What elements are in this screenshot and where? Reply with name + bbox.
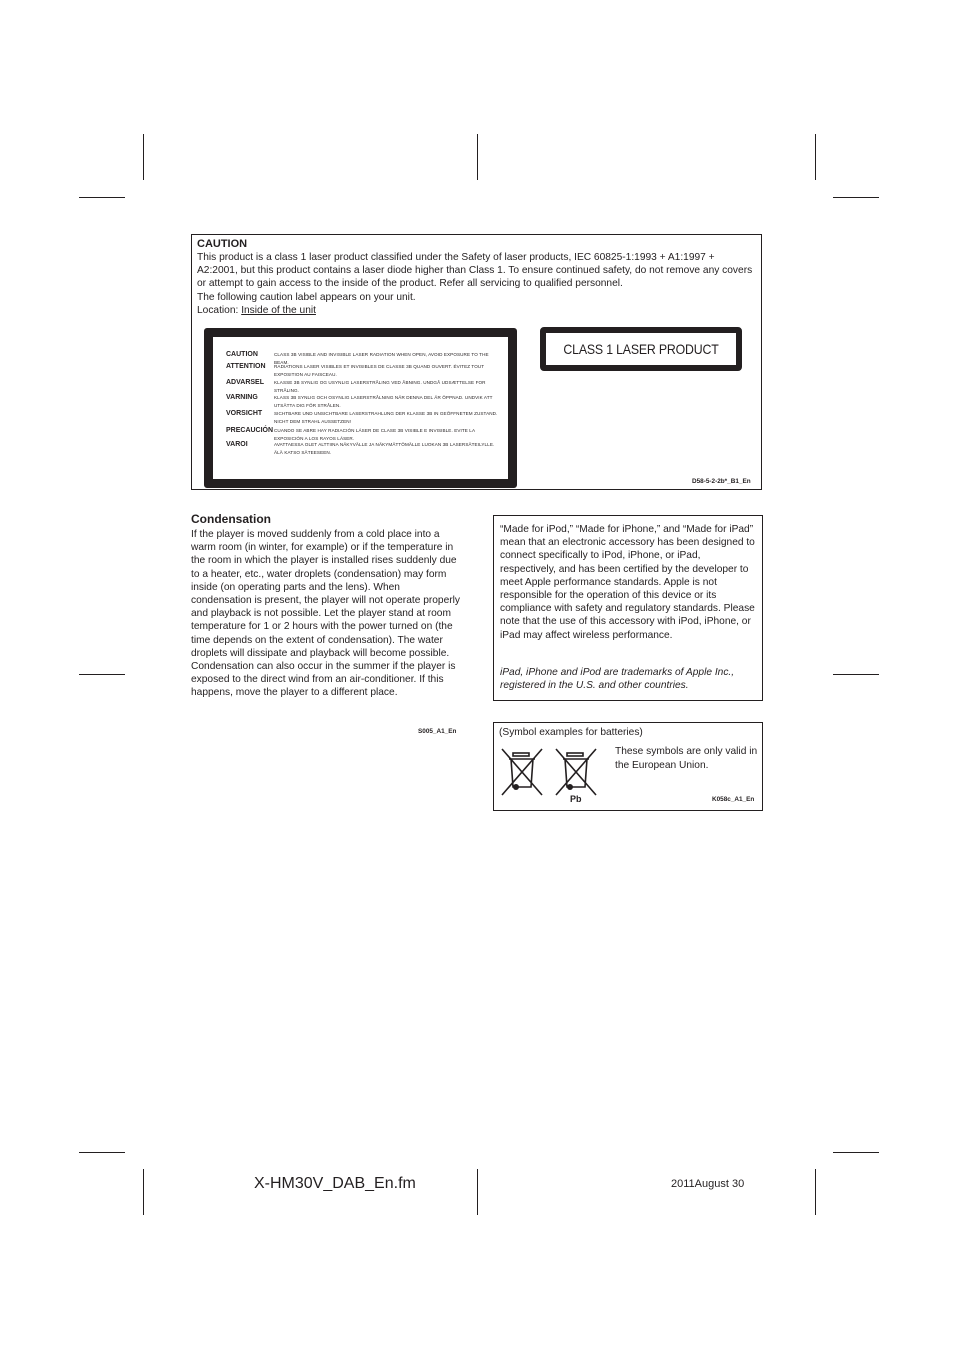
crop-mark (833, 197, 879, 198)
ipod-notice-text: “Made for iPod,” “Made for iPhone,” and “Made for iPad” mean that an electronic accessory has been designed to connect specifically to iPod, iPhone, or iPad, respectively, and has been certified by the developer to meet Apple performance standards. Apple is not responsible for the operation of this device or its compliance with safety and regulatory standards. Please note that the use of this accessory with iPod, iPhone, or iPad may affect wireless performance. (500, 524, 755, 641)
class1-laser-label (540, 327, 742, 371)
crop-mark (143, 1169, 144, 1215)
crop-mark (815, 1169, 816, 1215)
location-value: Inside of the unit (241, 304, 316, 316)
crop-mark (815, 134, 816, 180)
ipod-notice-box (493, 515, 763, 701)
caution-location (197, 304, 753, 317)
crop-mark (79, 674, 125, 675)
crop-mark (833, 674, 879, 675)
condensation-title: Condensation (191, 512, 271, 526)
condensation-code: S005_A1_En (418, 728, 457, 735)
pb-chemical-symbol: Pb (570, 794, 582, 804)
crop-mark (477, 134, 478, 180)
battery-symbols-title: (Symbol examples for batteries) (499, 727, 643, 738)
laser-warning-label: CAUTION CLASS 3B VISIBLE AND INVISIBLE LASER RADIATION WHEN OPEN, AVOID EXPOSURE TO THE BEAM. ATTENTION RADIATIONS LASER VISIBLES ET INVISIBLES DE CLASSE 3B QUAND OUVERT. ÉVITEZ TOUT EXPOSITION AU FAISCEAU. ADVARSEL KLASSE 3B SYNLIG OG USYNLIG LASERSTRÅLING VED ÅBNING. UNDGÅ UDSÆTTELSE FOR STRÅLING. VARNING KLASS 3B SYNLIG OCH OSYNLIG LASERSTRÅLNING NÄR DENNA DEL ÄR ÖPPNAD. UNDVIK ATT UTSÄTTA DIG FÖR STRÅLEN. VORSICHT SICHTBARE UND UNSICHTBARE LASERSTRAHLUNG DER KLASSE 3B IN GEÖFFNETEM ZUSTAND. NICHT DEM STRAHL AUSSETZEN! PRECAUCIÓN CUANDO SE ABRE HAY RADIACIÓN LÁSER DE CLASE 3B VISIBLE E INVISIBLE. EVITE LA EXPOSICIÓN A LOS RAYOS LÁSER. VAROI AVATTAESSA OLET ALTTIINA NÄKYVÄLLE JA NÄKYMÄTTÖMÄLLE LUOKAN 3B LASERSÄTEILYLLE. ÄLÄ KATSO SÄTEESEEN. (204, 328, 517, 488)
caution-paragraph: This product is a class 1 laser product classified under the Safety of laser products, IEC 60825-1:1993 + A1:1997 + A2:2001, but this product contains a laser diode higher than Class 1. To ensure continued safety, do not remove any covers or attempt to gain access to the inside of the product. Refer all servicing to qualified personnel. (197, 252, 753, 290)
ipod-trademark-text: iPad, iPhone and iPod are trademarks of Apple Inc., registered in the U.S. and other countries. (500, 667, 735, 692)
caution-title: CAUTION (197, 238, 248, 250)
footer-filename: X-HM30V_DAB_En.fm (254, 1175, 416, 1192)
crop-mark (79, 197, 125, 198)
battery-symbols-box (493, 722, 763, 811)
crop-mark (477, 1169, 478, 1215)
crossed-out-bin-icon (500, 747, 544, 797)
class1-label-text: CLASS 1 LASER PRODUCT (563, 341, 719, 357)
caution-code: D58-5-2-2b*_B1_En (692, 478, 751, 485)
caution-label-note: The following caution label appears on your unit. (197, 291, 416, 303)
condensation-text: If the player is moved suddenly from a cold place into a warm room (in winter, for example) or if the temperature in the room in which the player is installed rises suddenly due to a heater, etc., water droplets (condensation) may form inside (on operating parts and the lens). When condensation is present, the player will not operate properly and playback is not possible. Let the player stand at room temperature for 1 or 2 hours with the power turned on (the time depends on the extent of condensation). The water droplets will dissipate and playback will become possible. Condensation can also occur in the summer if the player is exposed to the direct wind from an air-conditioner. If this happens, move the player to a different place. (191, 529, 460, 699)
crop-mark (833, 1152, 879, 1153)
crossed-out-bin-pb-icon (554, 747, 598, 797)
caution-text (197, 251, 753, 317)
battery-symbols-text: These symbols are only valid in the European Union. (615, 746, 758, 771)
caution-box (191, 234, 762, 490)
battery-code: K058c_A1_En (712, 796, 755, 803)
crop-mark (79, 1152, 125, 1153)
location-label: Location: (197, 304, 242, 316)
crop-mark (143, 134, 144, 180)
footer-date: 2011August 30 (671, 1178, 745, 1190)
